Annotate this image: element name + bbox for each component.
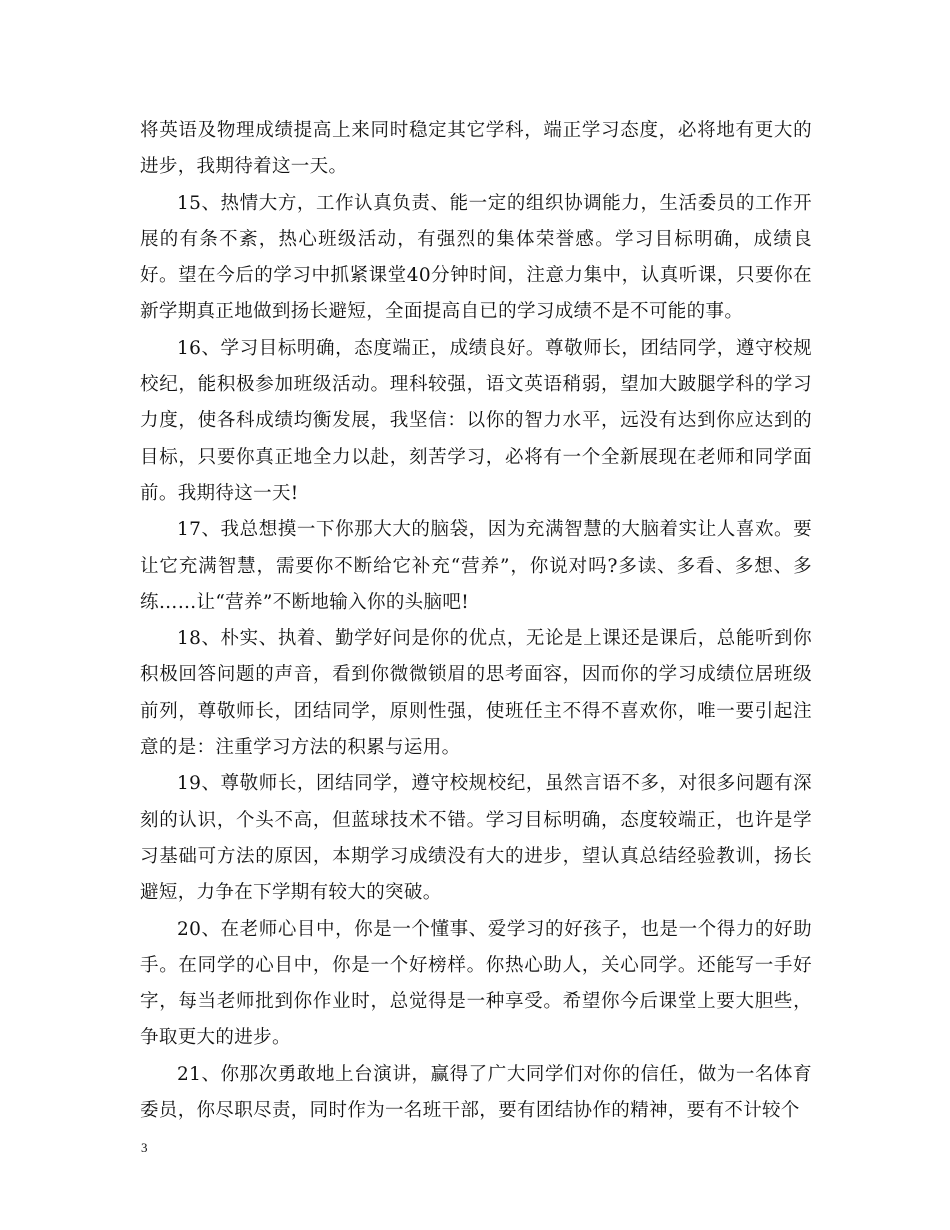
paragraph-20: 20、在老师心目中，你是一个懂事、爱学习的好孩子，也是一个得力的好助手。在同学的心目中，你是一个好榜样。你热心助人，关心同学。还能写一手好字，每当老师批到你作业时，总觉得是一种享受。希望你今后课堂上要大胆些，争取更大的进步。 [140, 918, 812, 1049]
paragraph-14-continuation: 将英语及物理成绩提高上来同时稳定其它学科，端正学习态度，必将地有更大的进步，我期待着这一天。 [140, 120, 812, 178]
paragraph-18: 18、朴实、执着、勤学好问是你的优点，无论是上课还是课后，总能听到你积极回答问题的声音，看到你微微锁眉的思考面容，因而你的学习成绩位居班级前列，尊敬师长，团结同学，原则性强，使班任主不得不喜欢你，唯一要引起注意的是：注重学习方法的积累与运用。 [140, 628, 812, 759]
paragraph-19: 19、尊敬师长，团结同学，遵守校规校纪，虽然言语不多，对很多问题有深刻的认识，个头不高，但蓝球技术不错。学习目标明确，态度较端正，也许是学习基础可方法的原因，本期学习成绩没有大的进步，望认真总结经验教训，扬长避短，力争在下学期有较大的突破。 [140, 773, 812, 904]
paragraph-16: 16、学习目标明确，态度端正，成绩良好。尊敬师长，团结同学，遵守校规校纪，能积极参加班级活动。理科较强，语文英语稍弱，望加大跛腿学科的学习力度，使各科成绩均衡发展，我坚信：以你的智力水平，远没有达到你应达到的目标，只要你真正地全力以赴，刻苦学习，必将有一个全新展现在老师和同学面前。我期待这一天! [140, 337, 812, 504]
document-body [140, 113, 812, 1129]
paragraph-21: 21、你那次勇敢地上台演讲，赢得了广大同学们对你的信任，做为一名体育委员，你尽职尽责，同时作为一名班干部，要有团结协作的精神，要有不计较个 [140, 1063, 812, 1122]
paragraph-17: 17、我总想摸一下你那大大的脑袋，因为充满智慧的大脑着实让人喜欢。要让它充满智慧，需要你不断给它补充“营养”，你说对吗?多读、多看、多想、多练……让“营养”不断地输入你的头脑吧! [140, 519, 812, 613]
paragraph-15: 15、热情大方，工作认真负责、能一定的组织协调能力，生活委员的工作开展的有条不紊，热心班级活动，有强烈的集体荣誉感。学习目标明确，成绩良好。望在今后的学习中抓紧课堂40分钟时间，注意力集中，认真听课，只要你在新学期真正地做到扬长避短，全面提高自已的学习成绩不是不可能的事。 [140, 192, 812, 323]
page-number: 3 [141, 1140, 148, 1155]
